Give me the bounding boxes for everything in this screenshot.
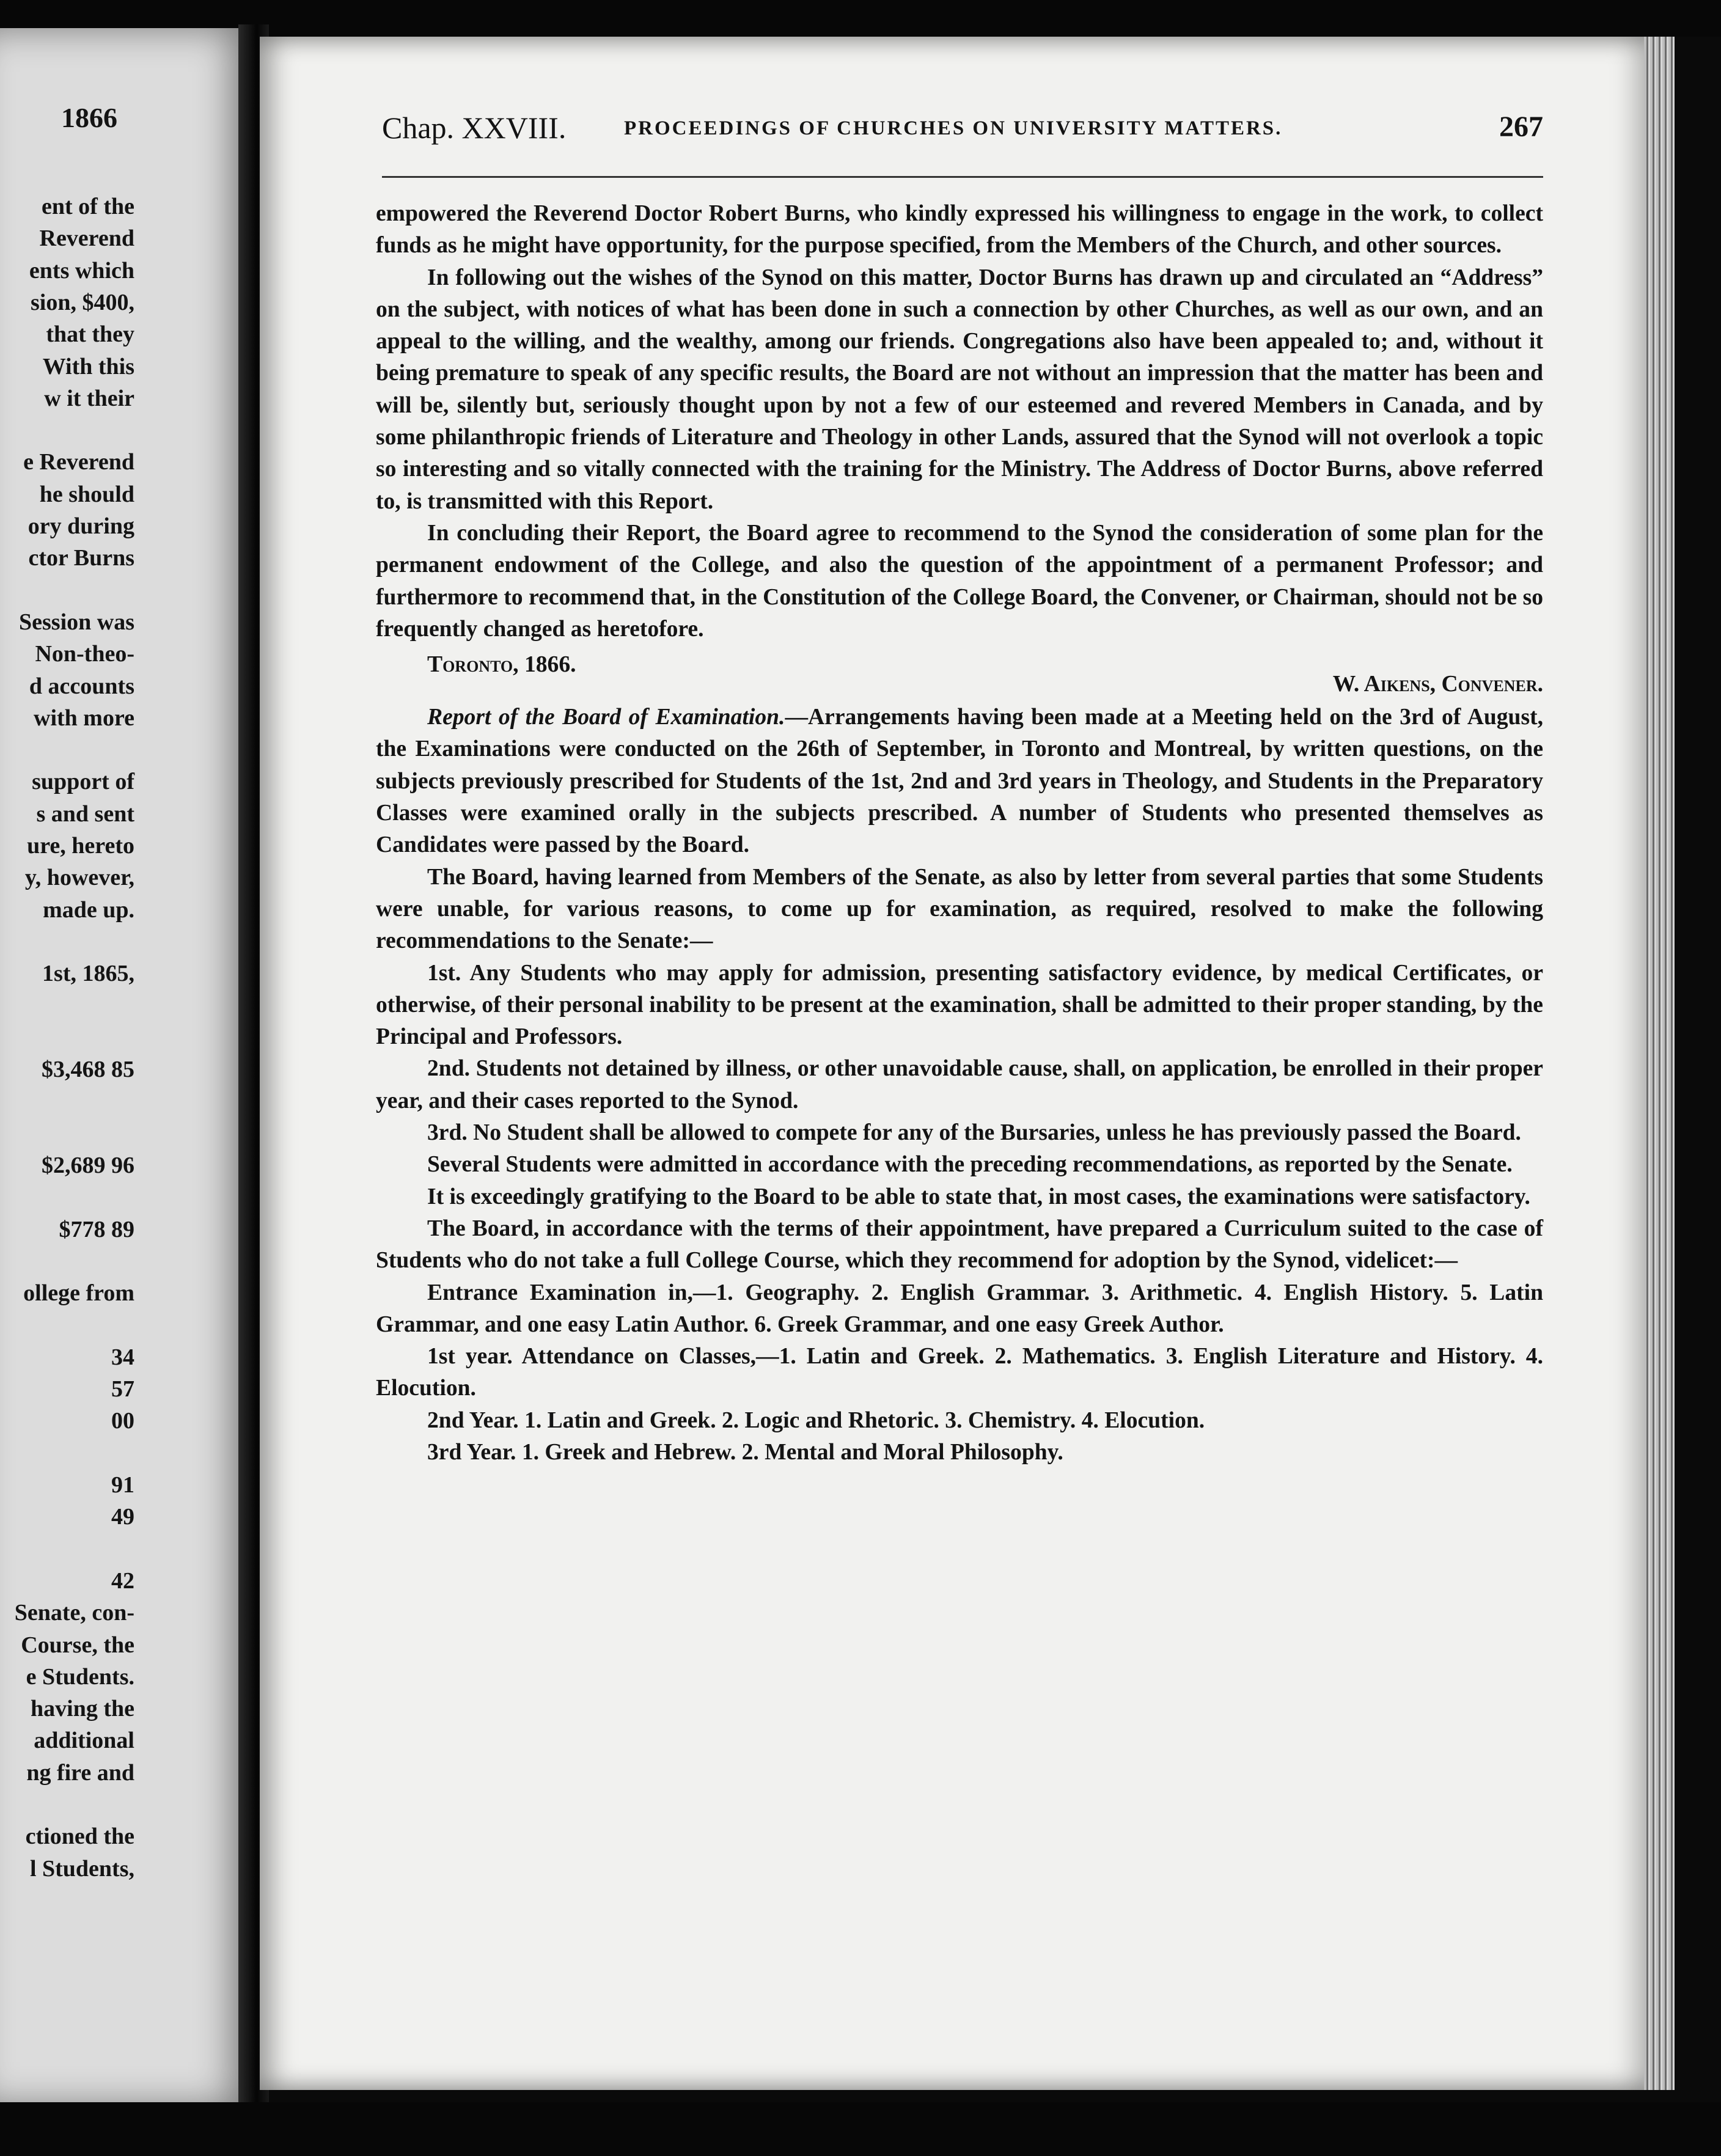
- previous-page-line: ollege from: [23, 1280, 134, 1307]
- previous-page-line: ents which: [29, 257, 134, 284]
- signature-block: [376, 645, 1543, 698]
- previous-page-line: 57: [111, 1376, 134, 1402]
- previous-page-line: additional: [34, 1728, 134, 1754]
- curriculum-entrance: Entrance Examination in,—1. Geography. 2. English Grammar. 3. Arithmetic. 4. English History. 5. Latin Grammar, and one easy Latin Author. 6. Greek Grammar, and one easy Greek Author.: [376, 1280, 1543, 1337]
- previous-page-line: ory during: [28, 513, 134, 539]
- previous-page-line: $778 89: [59, 1216, 134, 1242]
- previous-page-line: Session was: [19, 609, 134, 635]
- previous-page-line: d accounts: [29, 673, 134, 699]
- previous-page-line: he should: [39, 481, 134, 507]
- previous-page-line: e Reverend: [23, 449, 134, 475]
- signature-name: W. Aikens, Convener.: [1332, 672, 1543, 697]
- previous-page-line: 1st, 1865,: [42, 961, 134, 987]
- previous-page-line: having the: [31, 1696, 134, 1722]
- curriculum-third-year: 3rd Year. 1. Greek and Hebrew. 2. Mental and Moral Philosophy.: [427, 1439, 1063, 1465]
- previous-page-line: y, however,: [24, 865, 134, 891]
- previous-page-line: ent of the: [42, 194, 134, 219]
- previous-page-line: ctioned the: [25, 1824, 134, 1850]
- recommendation-3: 3rd. No Student shall be allowed to compete for any of the Bursaries, unless he has previously passed the Board.: [427, 1120, 1521, 1146]
- previous-page-fragment: [0, 28, 257, 2106]
- signature-place-date: Toronto, 1866.: [427, 652, 576, 678]
- previous-page-line: s and sent: [36, 801, 134, 827]
- curriculum-first-year: 1st year. Attendance on Classes,—1. Latin and Greek. 2. Mathematics. 3. English Literature and History. 4. Elocution.: [376, 1344, 1543, 1401]
- previous-page-line: Course, the: [21, 1632, 134, 1658]
- previous-page-line: With this: [42, 353, 134, 380]
- previous-page-line: Reverend: [39, 226, 134, 252]
- previous-page-number: 1866: [61, 102, 117, 133]
- page-body: [376, 198, 1543, 1469]
- previous-page-line: support of: [32, 769, 134, 795]
- previous-page-line: that they: [46, 321, 134, 348]
- page: [260, 37, 1653, 2090]
- page-number: 267: [1499, 111, 1543, 143]
- previous-page-line: 91: [111, 1472, 134, 1498]
- report-title: Report of the Board of Examination.: [427, 705, 785, 730]
- report-text: —Arrangements having been made at a Meeting held on the 3rd of August, the Examinations were conducted on the 26th of September, in Toronto and Montreal, by written questions, on the subjects previously prescribed for Students of the 1st, 2nd and 3rd years in Theology, and Students in the Preparatory Classes were examined orally in the subjects prescribed. A number of Students who presented themselves as Candidates were passed by the Board.: [376, 705, 1543, 858]
- previous-page-line: w it their: [44, 385, 134, 411]
- scan-bottom-border: [0, 2102, 1721, 2156]
- paragraph-recommendations-intro: The Board, having learned from Members of the Senate, as also by letter from several parties that some Students were unable, for various reasons, to come up for examination, as required, resolved to make the following recommendations to the Senate:—: [376, 864, 1543, 954]
- paragraph-curriculum: The Board, in accordance with the terms of their appointment, have prepared a Curriculum suited to the case of Students who do not take a full College Course, which they recommend for adoption by the Synod, videlicet:—: [376, 1216, 1543, 1274]
- previous-page-line: $3,468 85: [42, 1057, 134, 1083]
- page-edge: [1644, 37, 1675, 2090]
- previous-page-line: 49: [111, 1504, 134, 1530]
- previous-page-line: e Students.: [26, 1663, 134, 1690]
- header-rule: [382, 176, 1543, 178]
- running-head: [382, 110, 1543, 153]
- previous-page-line: ng fire and: [26, 1759, 134, 1786]
- recommendation-1: 1st. Any Students who may apply for admission, presenting satisfactory evidence, by medical Certificates, or otherwise, of their personal inability to be present at the examination, shall be admitted to their proper standing, by the Principal and Professors.: [376, 960, 1543, 1050]
- previous-page-line: with more: [34, 705, 134, 731]
- previous-page-line: made up.: [43, 897, 134, 923]
- previous-page-line: l Students,: [29, 1855, 134, 1882]
- paragraph-board-of-examination: [376, 702, 1543, 861]
- previous-page-line: ure, hereto: [27, 833, 134, 859]
- previous-page-line: 00: [111, 1408, 134, 1434]
- chapter-label: Chap. XXVIII.: [382, 111, 567, 145]
- previous-page-line: 34: [111, 1344, 134, 1370]
- curriculum-second-year: 2nd Year. 1. Latin and Greek. 2. Logic and Rhetoric. 3. Chemistry. 4. Elocution.: [427, 1407, 1205, 1433]
- paragraph-conclusion: In concluding their Report, the Board agree to recommend to the Synod the consideration of some plan for the permanent endowment of the College, and also the question of the appointment of a permanent Professor; and furthermore to recommend that, in the Constitution of the College Board, the Convener, or Chairman, should not be so frequently changed as heretofore.: [376, 520, 1543, 642]
- paragraph-address: In following out the wishes of the Synod on this matter, Doctor Burns has drawn up and circulated an “Address” on the subject, with notices of what has been done in such a connection by other Churches, as well as our own, and an appeal to the willing, and the wealthy, among our friends. Congregations also have been appealed to; and, without it being premature to speak of any specific results, the Board are not without an impression that the matter has been and will be, silently but, seriously thought upon by not a few of our esteemed and revered Members in Canada, and by some philanthropic friends of Literature and Theology in other Lands, assured that the Synod will not overlook a topic so interesting and so vitally connected with the training for the Ministry. The Address of Doctor Burns, above referred to, is transmitted with this Report.: [376, 265, 1543, 514]
- previous-page-line: Senate, con-: [14, 1600, 134, 1626]
- previous-page-line: sion, $400,: [31, 289, 134, 315]
- recommendation-2: 2nd. Students not detained by illness, or other unavoidable cause, shall, on application, be enrolled in their proper year, and their cases reported to the Synod.: [376, 1056, 1543, 1113]
- running-title: PROCEEDINGS OF CHURCHES ON UNIVERSITY MATTERS.: [624, 117, 1283, 139]
- paragraph-satisfactory: It is exceedingly gratifying to the Board to be able to state that, in most cases, the examinations were satisfactory.: [427, 1184, 1530, 1209]
- previous-page-line: ctor Burns: [28, 545, 134, 571]
- previous-page-line: Non-theo-: [35, 641, 134, 667]
- paragraph-continued: empowered the Reverend Doctor Robert Burns, who kindly expressed his willingness to engage in the work, to collect funds as he might have opportunity, for the purpose specified, from the Members of the Church, and other sources.: [376, 201, 1543, 258]
- previous-page-line: $2,689 96: [42, 1153, 134, 1178]
- paragraph-admitted: Several Students were admitted in accordance with the preceding recommendations, as reported by the Senate.: [427, 1152, 1513, 1178]
- previous-page-line: 42: [111, 1568, 134, 1594]
